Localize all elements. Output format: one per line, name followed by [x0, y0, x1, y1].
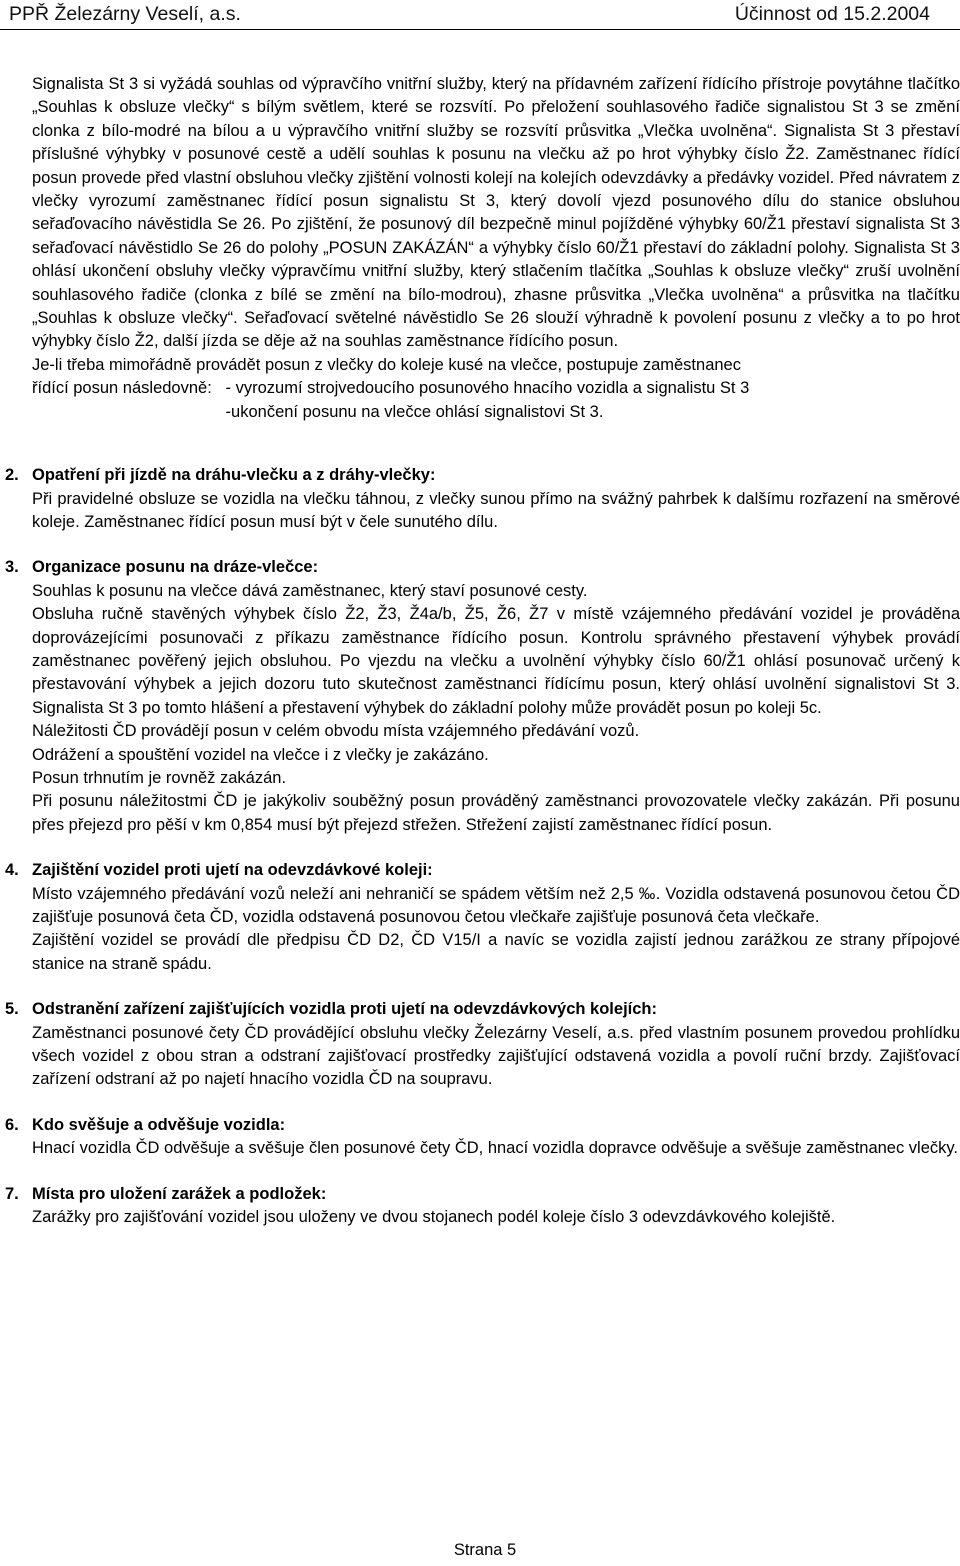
section-number: 7.: [5, 1184, 19, 1203]
section-paragraph: Při posunu náležitostmi ČD je jakýkoliv souběžný posun prováděný zaměstnanci provozovatele vlečky zakázán. Při posunu přes přejezd pro pěší v km 0,854 musí být přejezd střežen. Střežení zajistí zaměstnanec řídící posun.: [32, 792, 960, 834]
section-body: [32, 580, 960, 837]
section-paragraph: Náležitosti ČD provádějí posun v celém obvodu místa vzájemného předávání vozů.: [32, 722, 640, 741]
procedure-step: - vyrozumí strojvedoucího posunového hnacího vozidla a signalistu St 3: [225, 379, 750, 398]
section: [5, 998, 960, 1092]
section-heading: [5, 1114, 960, 1137]
section-heading: [5, 464, 960, 487]
section: [5, 556, 960, 837]
section-body: [32, 488, 960, 535]
page-number: Strana 5: [453, 1541, 517, 1559]
section-title: Kdo svěšuje a odvěšuje vozidla:: [32, 1115, 286, 1134]
section: [5, 464, 960, 534]
sections: [5, 464, 960, 1229]
header-effective-date: Účinnost od 15.2.2004: [734, 3, 930, 25]
procedure-label: řídící posun následovně:: [32, 379, 226, 398]
section-title: Organizace posunu na dráze-vlečce:: [32, 558, 319, 577]
section-title: Místa pro uložení zarážek a podložek:: [32, 1184, 327, 1203]
section-heading: [5, 556, 960, 579]
page-header: [0, 0, 960, 30]
intro-paragraph: Signalista St 3 si vyžádá souhlas od výpravčího vnitřní služby, který na přídavném zařízení řídícího přístroje povytáhne tlačítko „Souhlas k obsluze vlečky“ s bílým světlem, které se rozsvítí. Po přeložení souhlasového řadiče signalistou St 3 se změní clonka z bílo-modré na bílou a u výpravčího vnitřní služby se rozsvítí průsvitka „Vlečka uvolněna“. Signalista St 3 přestaví příslušné výhybky v posunové cestě a udělí souhlas k posunu na vlečku až po hrot výhybky číslo Ž2. Zaměstnanec řídící posun provede před vlastní obsluhou vlečky zjištění volnosti kolejí na kolejích odevzdávky a předávky vozidel. Před návratem z vlečky vyrozumí zaměstnanec řídící posun signalistu St 3, který dovolí vjezd posunového dílu do stanice obsluhou seřaďovacího návěstidla Se 26. Po zjištění, že posunový díl bezpečně minul pojížděné výhybky 60/Ž1 přestaví signalista St 3 seřaďovací návěstidlo Se 26 do polohy „POSUN ZAKÁZÁN“ a výhybky číslo 60/Ž1 přestaví do základní polohy. Signalista St 3 ohlásí ukončení obsluhy vlečky výpravčímu vnitřní služby, který stlačením tlačítka „Souhlas k obsluze vlečky“ zruší uvolnění souhlasového řadiče (clonka z bílé se změní na bílo-modrou), zhasne průsvitka „Vlečka uvolněna“ a průsvitka na tlačítku „Souhlas k obsluze vlečky“. Seřaďovací světelné návěstidlo Se 26 slouží výhradně k povolení posunu z vlečky a to po hrot výhybky číslo Ž2, další jízda se děje až na souhlas zaměstnance řídícího posun.: [32, 75, 960, 351]
section-title: Zajištění vozidel proti ujetí na odevzdávkové koleji:: [32, 861, 433, 880]
section-body: [32, 883, 960, 977]
section-number: 5.: [5, 1000, 19, 1019]
section-paragraph: Zarážky pro zajišťování vozidel jsou uloženy ve dvou stojanech podél koleje číslo 3 odevzdávkového kolejiště.: [32, 1208, 836, 1227]
section-heading: [5, 1183, 960, 1206]
section-number: 2.: [5, 466, 19, 485]
section-body: [32, 1022, 960, 1092]
header-rule: [0, 29, 960, 30]
section-heading: [5, 998, 960, 1021]
section-paragraph: Odrážení a spouštění vozidel na vlečce i z vlečky je zakázáno.: [32, 745, 489, 764]
section-paragraph: Při pravidelné obsluze se vozidla na vlečku táhnou, z vlečky sunou přímo na svážný pahrbek k dalšímu rozřazení na směrové koleje. Zaměstnanec řídící posun musí být v čele sunutého dílu.: [32, 489, 960, 531]
section-paragraph: Hnací vozidla ČD odvěšuje a svěšuje člen posunové čety ČD, hnací vozidla dopravce odvěšuje a svěšuje zaměstnanec vlečky.: [32, 1139, 959, 1158]
section-paragraph: Zaměstnanci posunové čety ČD provádějící obsluhu vlečky Železárny Veselí, a.s. před vlastním posunem provedou prohlídku všech vozidel z obou stran a odstraní zajišťovací prostředky zajišťující odstavená vozidla a povolí ruční brzdy. Zajišťovací zařízení odstraní až po najetí hnacího vozidla ČD na soupravu.: [32, 1023, 960, 1089]
section-body: [32, 1137, 960, 1160]
section-title: Opatření při jízdě na dráhu-vlečku a z dráhy-vlečky:: [32, 466, 436, 485]
section-paragraph: Místo vzájemného předávání vozů neleží ani nehraničí se spádem větším než 2,5 ‰. Vozidla odstavená posunovou četou ČD zajišťuje posunová četa ČD, vozidla odstavená posunovou četou vlečkaře zajišťuje posunová četa vlečkaře.: [32, 884, 960, 926]
section-title: Odstranění zařízení zajišťujících vozidla proti ujetí na odevzdávkových kolejích:: [32, 1000, 657, 1019]
section-paragraph: Zajištění vozidel se provádí dle předpisu ČD D2, ČD V15/I a navíc se vozidla zajistí jednou zarážkou ze strany přípojové stanice na straně spádu.: [32, 931, 960, 973]
section-paragraph: Obsluha ručně stavěných výhybek číslo Ž2, Ž3, Ž4a/b, Ž5, Ž6, Ž7 v místě vzájemného předávání vozidel je prováděna doprovázejícími posunovači z příkazu zaměstnance řídícího posun. Kontrolu správného přestavení výhybek provádí zaměstnanec pověřený jejich obsluhou. Po vjezdu na vlečku a uvolnění výhybky číslo 60/Ž1 ohlásí posunovač určený k přestavování výhybek a jejich dozoru tuto skutečnost zaměstnanci řídícímu posun, který ohlásí uvolnění signalistovi St 3. Signalista St 3 po tomto hlášení a přestavení výhybek do základní polohy může provádět posun po koleji 5c.: [32, 605, 960, 717]
section-number: 6.: [5, 1115, 19, 1134]
section-number: 3.: [5, 558, 19, 577]
procedure-step: -ukončení posunu na vlečce ohlásí signalistovi St 3.: [225, 402, 604, 421]
section-paragraph: Posun trhnutím je rovněž zakázán.: [32, 768, 287, 787]
section: [5, 859, 960, 976]
procedure-items: [226, 377, 960, 424]
header-company: PPŘ Železárny Veselí, a.s.: [9, 3, 241, 25]
section: [5, 1183, 960, 1230]
section-body: [32, 1206, 960, 1229]
document-body: [5, 73, 960, 1229]
section-paragraph: Souhlas k posunu na vlečce dává zaměstnanec, který staví posunové cesty.: [32, 581, 588, 600]
section-heading: [5, 859, 960, 882]
section: [5, 1114, 960, 1161]
page-footer: [0, 1541, 960, 1560]
section-number: 4.: [5, 861, 19, 880]
intro-paragraph-2: Je-li třeba mimořádně provádět posun z vlečky do koleje kusé na vlečce, postupuje zaměstnanec: [32, 355, 741, 374]
procedure-steps: [32, 377, 960, 424]
